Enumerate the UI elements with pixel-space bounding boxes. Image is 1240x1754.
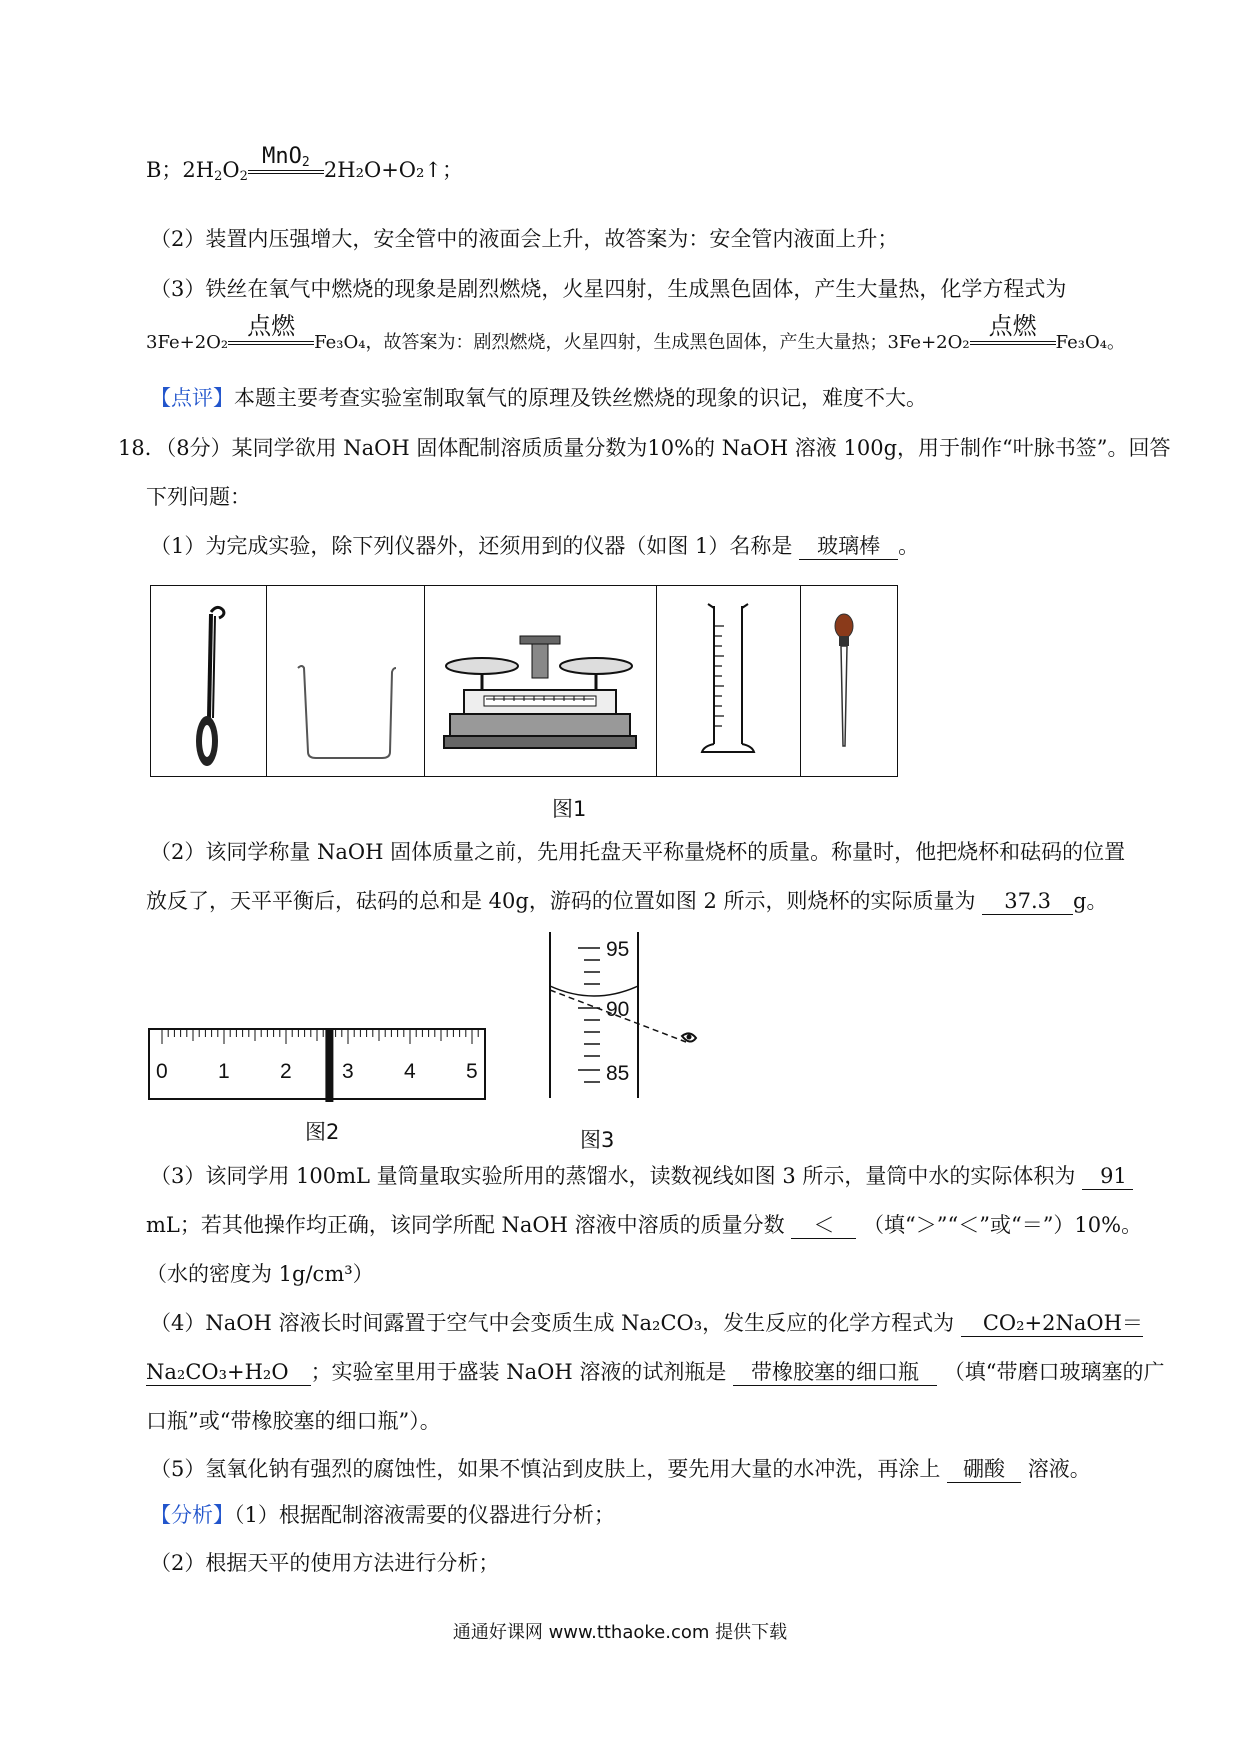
rider-marker	[325, 1028, 333, 1102]
ruler-label: 2	[280, 1060, 292, 1083]
q18-4-answer-eq-part1: CO₂+2NaOH＝	[961, 1313, 1143, 1337]
medicine-spoon-icon	[151, 586, 266, 776]
q18-2-answer: 37.3	[982, 891, 1073, 915]
balance-cell	[424, 586, 657, 776]
eq-right: 2H₂O+O₂↑；	[323, 158, 464, 182]
figure-2-caption: 图2	[305, 1120, 340, 1144]
eye-icon	[682, 1033, 696, 1041]
iron-equation-line	[146, 312, 1125, 353]
q18-2-text: 放反了，天平平衡后，砝码的总和是 40g，游码的位置如图 2 所示，则烧杯的实际质量为	[146, 889, 976, 913]
ruler-label: 3	[342, 1060, 354, 1083]
fe-right: Fe₃O₄。	[1055, 332, 1125, 353]
answer-line-3: （3）铁丝在氧气中燃烧的现象是剧烈燃烧，火星四射，生成黑色固体，产生大量热，化学方程式为	[150, 277, 1067, 301]
q18-4-answer-eq-part2: Na₂CO₃+H₂O	[146, 1362, 311, 1386]
analysis-line-2: （2）根据天平的使用方法进行分析；	[150, 1551, 500, 1575]
figure-1-caption: 图1	[552, 797, 587, 821]
review-text: 本题主要考查实验室制取氧气的原理及铁丝燃烧的现象的识记，难度不大。	[234, 386, 927, 410]
q18-3-text3: （填“＞”“＜”或“＝”）10%。	[863, 1213, 1143, 1237]
q18-4-text3: （填“带磨口玻璃塞的广	[943, 1360, 1165, 1384]
dropper-cell	[800, 586, 897, 776]
ruler-label: 5	[466, 1060, 478, 1083]
q18-4-text: （4）NaOH 溶液长时间露置于空气中会变质生成 Na₂CO₃，发生反应的化学方程式为	[150, 1311, 955, 1335]
question-18-line1: 18．（8分）某同学欲用 NaOH 固体配制溶质质量分数为10%的 NaOH 溶液 100g，用于制作“叶脉书签”。回答	[118, 436, 1171, 460]
ruler-label: 4	[404, 1060, 416, 1083]
fe-mid: Fe₃O₄，故答案为：剧烈燃烧，火星四射，生成黑色固体，产生大量热；3Fe+2O₂	[314, 332, 970, 353]
q18-5-answer: 硼酸	[947, 1459, 1021, 1483]
q18-3-answer-volume: 91	[1082, 1166, 1133, 1190]
ruler-label: 0	[156, 1060, 168, 1083]
spoon-cell	[151, 586, 267, 776]
q18-part3-line2	[146, 1215, 1142, 1239]
q18-1-answer: 玻璃棒	[799, 536, 898, 560]
q18-5-end: 溶液。	[1027, 1457, 1091, 1481]
q18-part1	[150, 536, 919, 560]
ignite-label-2: 点燃	[988, 312, 1037, 340]
q18-5-text: （5）氢氧化钠有强烈的腐蚀性，如果不慎沾到皮肤上，要先用大量的水冲洗，再涂上	[150, 1457, 941, 1481]
q18-part3-line3: （水的密度为 1g/cm³）	[146, 1262, 374, 1286]
review-line	[150, 388, 927, 409]
ruler-label: 1	[218, 1060, 230, 1083]
ignite-condition-2	[970, 312, 1056, 352]
catalyst-condition: MnO$_2$	[248, 160, 324, 181]
q18-part4-line2	[146, 1362, 1164, 1386]
q18-part2-line1: （2）该同学称量 NaOH 固体质量之前，先用托盘天平称量烧杯的质量。称量时，他把烧杯和砝码的位置	[150, 840, 1126, 864]
cylinder-label-95: 95	[606, 938, 630, 961]
analysis-line	[150, 1505, 615, 1526]
ignite-label-1: 点燃	[247, 312, 296, 340]
q18-4-text2: ；实验室里用于盛装 NaOH 溶液的试剂瓶是	[310, 1360, 727, 1384]
balance-scale-icon	[424, 586, 656, 776]
q18-part5	[150, 1459, 1091, 1483]
question-18-line2: 下列问题：	[146, 485, 251, 509]
cylinder-cell	[656, 586, 801, 776]
catalyst-label: MnO	[262, 144, 302, 169]
beaker-cell	[266, 586, 425, 776]
review-tag: 【点评】	[150, 386, 234, 410]
q18-part3-line1	[150, 1166, 1133, 1190]
q18-1-text: （1）为完成实验，除下列仪器外，还须用到的仪器（如图 1）名称是	[150, 534, 793, 558]
cylinder-label-90: 90	[606, 998, 630, 1021]
ignite-condition-1	[228, 312, 314, 352]
footer: 通通好课网 www.tthaoke.com 提供下载	[452, 1622, 788, 1643]
answer-line-2: （2）装置内压强增大，安全管中的液面会上升，故答案为：安全管内液面上升；	[150, 227, 899, 251]
analysis-text-1: （1）根据配制溶液需要的仪器进行分析；	[234, 1503, 615, 1527]
figure-1-instruments	[150, 585, 898, 777]
fe-left: 3Fe+2O₂	[146, 332, 229, 353]
equation-h2o2: B；$2H_2O_2$ MnO$_2$ 2H₂O+O₂↑；	[146, 144, 464, 184]
q18-1-end: 。	[898, 534, 920, 558]
figure-3-cylinder-reading	[548, 930, 718, 1100]
q18-3-answer-compare: ＜	[791, 1215, 856, 1239]
cylinder-label-85: 85	[606, 1062, 630, 1085]
q18-2-unit: g。	[1073, 889, 1108, 913]
dropper-icon	[800, 586, 897, 776]
beaker-icon	[266, 586, 424, 776]
eq-left-o: O	[222, 158, 240, 182]
analysis-tag: 【分析】	[150, 1503, 234, 1527]
q18-3-text: （3）该同学用 100mL 量筒量取实验所用的蒸馏水，读数视线如图 3 所示，量筒中水的实际体积为	[150, 1164, 1076, 1188]
figure-3-caption: 图3	[580, 1128, 615, 1152]
q18-part2-line2	[146, 891, 1107, 915]
figure-2-rider-scale	[148, 1028, 488, 1102]
measuring-cylinder-icon	[656, 586, 800, 776]
eq-left: B；2H	[146, 158, 215, 182]
q18-3-text2: mL；若其他操作均正确，该同学所配 NaOH 溶液中溶质的质量分数	[146, 1213, 785, 1237]
q18-4-answer-bottle: 带橡胶塞的细口瓶	[733, 1362, 937, 1386]
q18-part4-line3: 口瓶”或“带橡胶塞的细口瓶”）。	[146, 1409, 441, 1433]
q18-part4-line1	[150, 1313, 1143, 1337]
